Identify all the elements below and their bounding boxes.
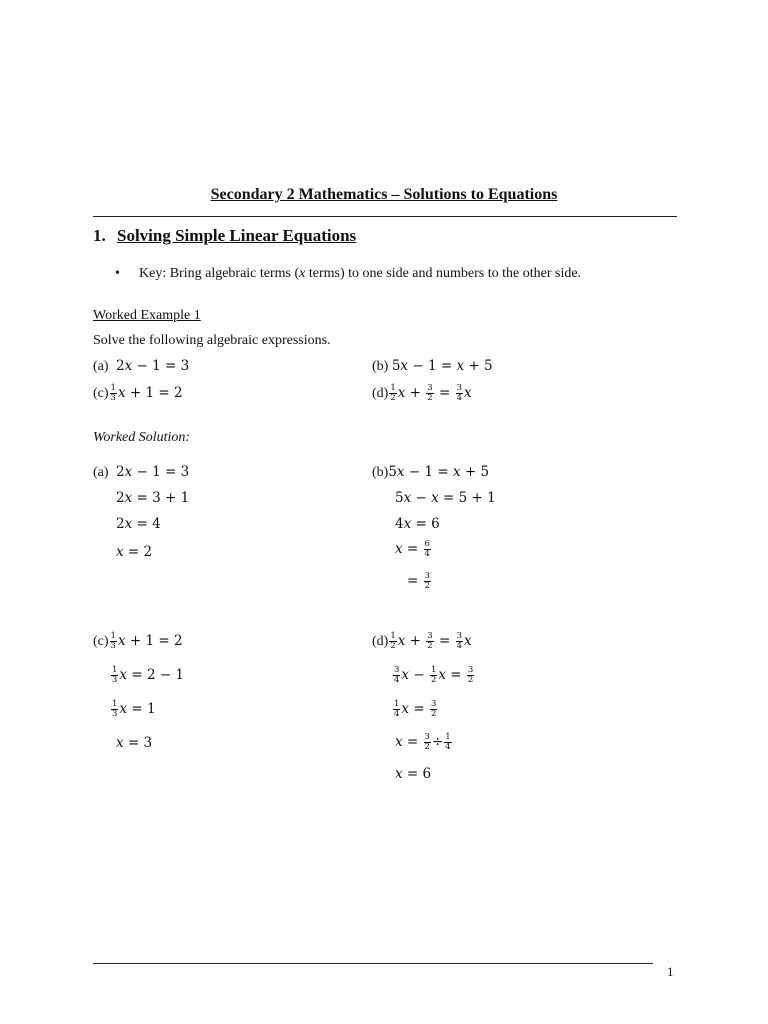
instruction-text: Solve the following algebraic expressions.	[93, 333, 331, 348]
equation: 2x − 1 = 3	[116, 358, 190, 374]
key-text-prefix: Key: Bring algebraic terms (	[139, 266, 300, 281]
footer-divider	[93, 963, 653, 964]
page-number: 1	[667, 964, 674, 979]
solution-a-line-2: 2x = 3 + 1	[116, 490, 190, 506]
solution-c-line-1: (c) $\frac{1}{3}$ x + 1 = 2	[93, 631, 183, 651]
label-a: (a)	[93, 359, 109, 374]
section-heading	[93, 226, 356, 246]
solution-b-line-5: = $\frac{3}{2}$	[407, 571, 431, 591]
label-a: (a)	[93, 465, 109, 480]
label-d: (d)	[372, 386, 389, 401]
solution-d-line-5: x = 6	[395, 766, 432, 782]
solution-a-line-1: (a) 2x − 1 = 3	[93, 464, 190, 480]
solution-c-line-2: $\frac{1}{3}$ x = 2 − 1	[112, 665, 185, 685]
solution-d-line-2: $\frac{3}{4}$ x − $\frac{1}{2}$ x = $\frac{3}{2}$	[394, 665, 474, 685]
worked-solution-heading: Worked Solution:	[93, 430, 191, 445]
equation: 5x − 1 = x + 5	[391, 358, 493, 374]
key-variable: x	[299, 266, 306, 281]
solution-b-line-2: 5x − x = 5 + 1	[395, 490, 496, 506]
key-bullet	[115, 266, 581, 282]
label-c: (c)	[93, 386, 109, 401]
solution-d-line-1: (d) $\frac{1}{2}$ x + $\frac{3}{2}$ = $\frac{3}{4}$ x	[372, 631, 472, 651]
bullet-icon: •	[115, 266, 120, 281]
solution-a-line-3: 2x = 4	[116, 516, 161, 532]
solution-d-line-3: $\frac{1}{4}$ x = $\frac{3}{2}$	[394, 699, 437, 719]
solution-b-line-3: 4x = 6	[395, 516, 440, 532]
section-title: Solving Simple Linear Equations	[117, 226, 357, 245]
solution-d-line-4: x = $\frac{3}{2}$ ÷ $\frac{1}{4}$	[395, 732, 451, 752]
title-divider	[93, 216, 677, 217]
label-b: (b)	[372, 465, 389, 480]
key-text-suffix: terms) to one side and numbers to the other side.	[305, 266, 582, 281]
equation: $\frac{1}{2}$ x + $\frac{3}{2}$ = $\frac{3}{4}$ x	[390, 383, 472, 403]
equation: $\frac{1}{3}$ x + 1 = 2	[110, 383, 183, 403]
worked-example-heading: Worked Example 1	[93, 308, 201, 323]
section-number: 1.	[93, 226, 106, 245]
solution-b-line-1: (b)5x − 1 = x + 5	[372, 464, 490, 480]
problem-d	[372, 384, 472, 403]
solution-c-line-4: x = 3	[116, 735, 153, 751]
solution-b-line-4: x = $\frac{6}{4}$	[395, 539, 430, 559]
problem-a	[93, 358, 189, 375]
label-c: (c)	[93, 634, 109, 649]
solution-c-line-3: $\frac{1}{3}$ x = 1	[112, 699, 156, 719]
problem-c	[93, 384, 183, 403]
label-b: (b)	[372, 359, 389, 374]
problem-b	[372, 358, 493, 375]
solution-a-line-4: x = 2	[116, 544, 153, 560]
label-d: (d)	[372, 634, 389, 649]
page-title: Secondary 2 Mathematics – Solutions to Equations	[210, 186, 558, 203]
